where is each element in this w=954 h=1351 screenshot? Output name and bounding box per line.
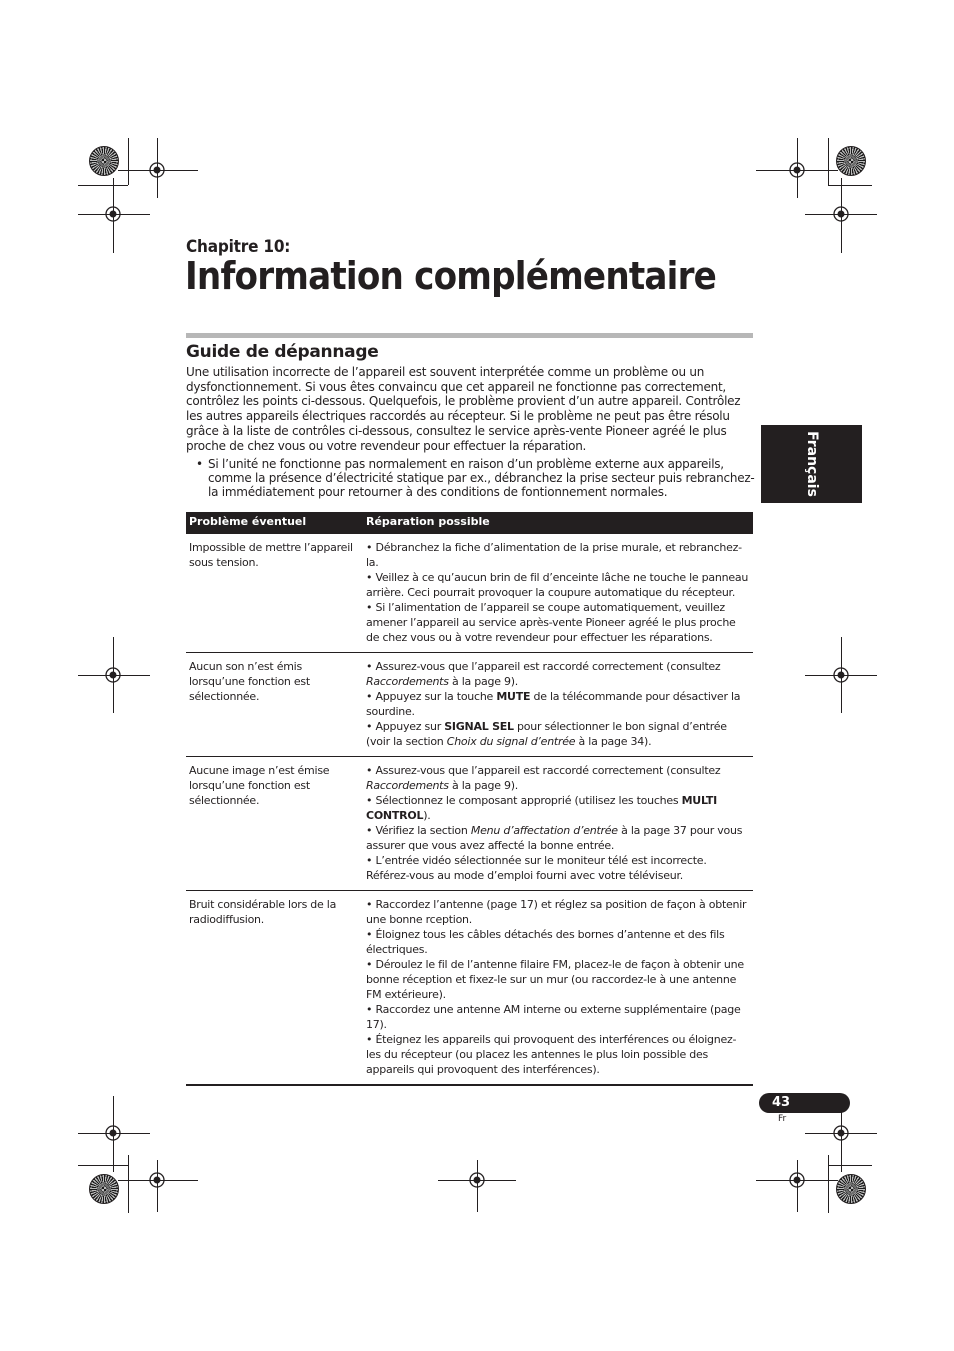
- remedy-cell: • Assurez-vous que l’appareil est raccordé correctement (consultez Raccordements à la page 9). • Appuyez sur la touche MUTE de la télécommande pour désactiver la sourdine. • Appuyez sur SIGNAL SEL pour sélectionner le bon signal d’entrée (voir la section Choix du signal d’entrée à la page 34).: [366, 660, 741, 748]
- color-target-icon: [89, 1174, 119, 1204]
- troubleshooting-table: [186, 512, 753, 1086]
- column-header-problem: Problème éventuel: [189, 515, 307, 528]
- table-row: [186, 756, 753, 890]
- language-tab: [761, 425, 862, 503]
- column-header-remedy: Réparation possible: [366, 515, 490, 528]
- bullet-icon: •: [196, 457, 203, 471]
- remedy-cell: • Débranchez la fiche d’alimentation de la prise murale, et rebranchez-la. • Veillez à ce qu’aucun brin de fil d’enceinte lâche ne touche le panneau arrière. Ceci pourrait provoquer la coupure automatique du récepteur. • Si l’alimentation de l’appareil se coupe automatiquement, veuillez amener l’appareil au service après-vente Pioneer agréé le plus proche de chez vous ou à votre revendeur pour effectuer les réparations.: [366, 541, 749, 644]
- registration-mark-icon: [104, 1124, 122, 1142]
- page-number: 43: [772, 1095, 791, 1110]
- registration-mark-icon: [148, 161, 166, 179]
- registration-mark-icon: [832, 666, 850, 684]
- page-language-code: Fr: [778, 1114, 787, 1124]
- color-target-icon: [836, 146, 866, 176]
- color-target-icon: [89, 146, 119, 176]
- page-title: Information complémentaire: [185, 254, 717, 298]
- table-header: [186, 512, 753, 533]
- table-row: [186, 533, 753, 652]
- section-title: Guide de dépannage: [186, 342, 379, 362]
- intro-paragraph: Une utilisation incorrecte de l’appareil est souvent interprétée comme un problème ou un dysfonctionnement. Si vous êtes convaincu que cet appareil ne fonctionne pas correctement, contrôlez les points ci-dessous. Quelquefois, le problème provient d’un autre appareil. Contrôlez les autres appareils électriques raccordés au récepteur. Si le problème ne peut pas être résolu grâce à la liste de contrôles ci-dessous, consultez le service après-vente Pioneer agréé le plus proche de chez vous ou votre revendeur pour effectuer la réparation.: [186, 365, 741, 453]
- bullet-note: [186, 457, 756, 499]
- table-row: [186, 652, 753, 756]
- registration-mark-icon: [788, 1171, 806, 1189]
- problem-cell: Impossible de mettre l’appareil sous tension.: [189, 541, 353, 569]
- registration-mark-icon: [104, 666, 122, 684]
- registration-mark-icon: [148, 1171, 166, 1189]
- table-bottom-rule: [186, 1084, 753, 1086]
- registration-mark-icon: [468, 1171, 486, 1189]
- problem-cell: Bruit considérable lors de la radiodiffusion.: [189, 898, 337, 926]
- chapter-label: Chapitre 10:: [186, 237, 291, 257]
- bullet-note-text: Si l’unité ne fonctionne pas normalement en raison d’un problème externe aux appareils, comme la présence d’électricité statique par ex., débranchez la prise secteur puis rebranchez-la immédiatement pour retourner à des conditions de fontionnement normales.: [208, 457, 755, 499]
- registration-mark-icon: [832, 205, 850, 223]
- problem-cell: Aucune image n’est émise lorsqu’une fonction est sélectionnée.: [189, 764, 330, 807]
- language-tab-label: Français: [803, 431, 820, 497]
- table-row: [186, 890, 753, 1084]
- registration-mark-icon: [788, 161, 806, 179]
- page-number-badge: [759, 1093, 850, 1113]
- section-divider: [186, 333, 753, 338]
- remedy-cell: • Raccordez l’antenne (page 17) et réglez sa position de façon à obtenir une bonne rception. • Éloignez tous les câbles détachés des bornes d’antenne et des fils électriques. • Déroulez le fil de l’antenne filaire FM, placez-le de façon à obtenir une bonne réception et fixez-le sur un mur (ou raccordez-le à une antenne FM extérieure). • Raccordez une antenne AM interne ou externe supplémentaire (page 17). • Éteignez les appareils qui provoquent des interférences ou éloignez-les du récepteur (ou placez les antennes le plus loin possible des appareils qui provoquent des interférences).: [366, 898, 747, 1076]
- problem-cell: Aucun son n’est émis lorsqu’une fonction est sélectionnée.: [189, 660, 310, 703]
- registration-mark-icon: [104, 205, 122, 223]
- remedy-cell: • Assurez-vous que l’appareil est raccordé correctement (consultez Raccordements à la page 9). • Sélectionnez le composant approprié (utilisez les touches MULTI CONTROL). • Vérifiez la section Menu d’affectation d’entrée à la page 37 pour vous assurer que vous avez affecté la bonne entrée. • L’entrée vidéo sélectionnée sur le moniteur télé est incorrecte. Référez-vous au mode d’emploi fourni avec votre téléviseur.: [366, 764, 743, 882]
- color-target-icon: [836, 1174, 866, 1204]
- registration-mark-icon: [832, 1124, 850, 1142]
